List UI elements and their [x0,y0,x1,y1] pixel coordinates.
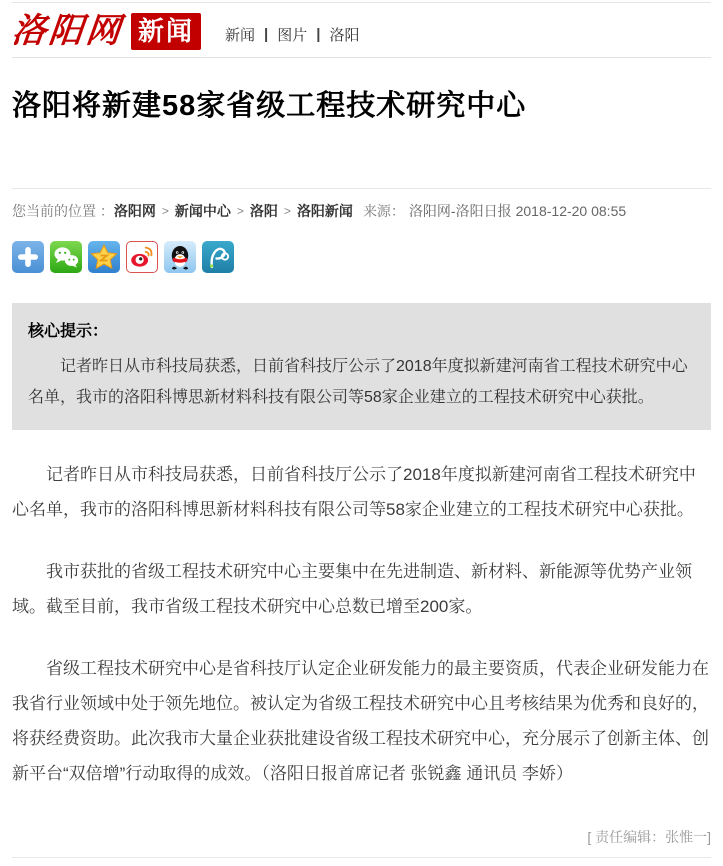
page [0,2,723,858]
share-toolbar [12,241,711,273]
core-hint-label: 核心提示： [28,323,109,340]
qzone-icon[interactable] [88,241,120,273]
core-hint-text: 记者昨日从市科技局获悉，日前省科技厅公示了2018年度拟新建河南省工程技术研究中心名单，我市的洛阳科博思新材料科技有限公司等58家企业建立的工程技术研究中心获批。 [28,358,688,406]
bottom-divider [12,857,711,858]
logo-news-badge: 新闻 [131,13,201,50]
nav-item-luoyang[interactable]: 洛阳 [329,27,360,44]
article-paragraph: 我市获批的省级工程技术研究中心主要集中在先进制造、新材料、新能源等优势产业领域。截至目前，我市省级工程技术研究中心总数已增至200家。 [12,562,692,616]
pengyou-icon[interactable] [202,241,234,273]
nav-separator: | [316,26,321,43]
source-name: 洛阳网-洛阳日报 [408,203,512,219]
breadcrumb-item-luoyang[interactable]: 洛阳 [249,203,278,219]
qq-icon[interactable] [164,241,196,273]
article-paragraph: 记者昨日从市科技局获悉，日前省科技厅公示了2018年度拟新建河南省工程技术研究中心名单，我市的洛阳科博思新材料科技有限公司等58家企业建立的工程技术研究中心获批。 [12,465,696,519]
breadcrumb-label: 您当前的位置 ： [12,203,114,219]
nav-item-pictures[interactable]: 图片 [277,27,308,44]
editor-credit: [ 责任编辑：张惟一] [587,829,711,845]
wechat-icon[interactable] [50,241,82,273]
publish-datetime: 2018-12-20 08:55 [515,203,627,219]
logo-calligraphy-text: 洛阳网 [9,11,126,51]
top-nav [225,24,359,50]
site-logo[interactable] [9,11,201,51]
page-title: 洛阳将新建58家省级工程技术研究中心 [12,90,527,122]
title-divider [12,188,711,189]
core-hint-box [12,303,711,430]
site-header [9,3,711,58]
weibo-icon[interactable] [126,241,158,273]
breadcrumb-separator: > [161,204,169,218]
breadcrumb [12,201,711,221]
breadcrumb-item-luoyang-news[interactable]: 洛阳新闻 [296,203,353,219]
nav-separator: | [264,26,269,43]
breadcrumb-separator: > [283,204,291,218]
breadcrumb-item-newscenter[interactable]: 新闻中心 [174,203,231,219]
article-body [12,457,711,791]
source-label: 来源： [362,203,405,219]
nav-item-news[interactable]: 新闻 [225,27,256,44]
breadcrumb-separator: > [236,204,244,218]
breadcrumb-item-home[interactable]: 洛阳网 [113,203,156,219]
article-paragraph: 省级工程技术研究中心是省科技厅认定企业研发能力的最主要资质，代表企业研发能力在我省行业领域中处于领先地位。被认定为省级工程技术研究中心且考核结果为优秀和良好的，将获经费资助。此次我市大量企业获批建设省级工程技术研究中心，充分展示了创新主体、创新平台“双倍增”行动取得的成效。（洛阳日报首席记者 张锐鑫 通讯员 李娇） [12,659,709,783]
share-more-icon[interactable] [12,241,44,273]
